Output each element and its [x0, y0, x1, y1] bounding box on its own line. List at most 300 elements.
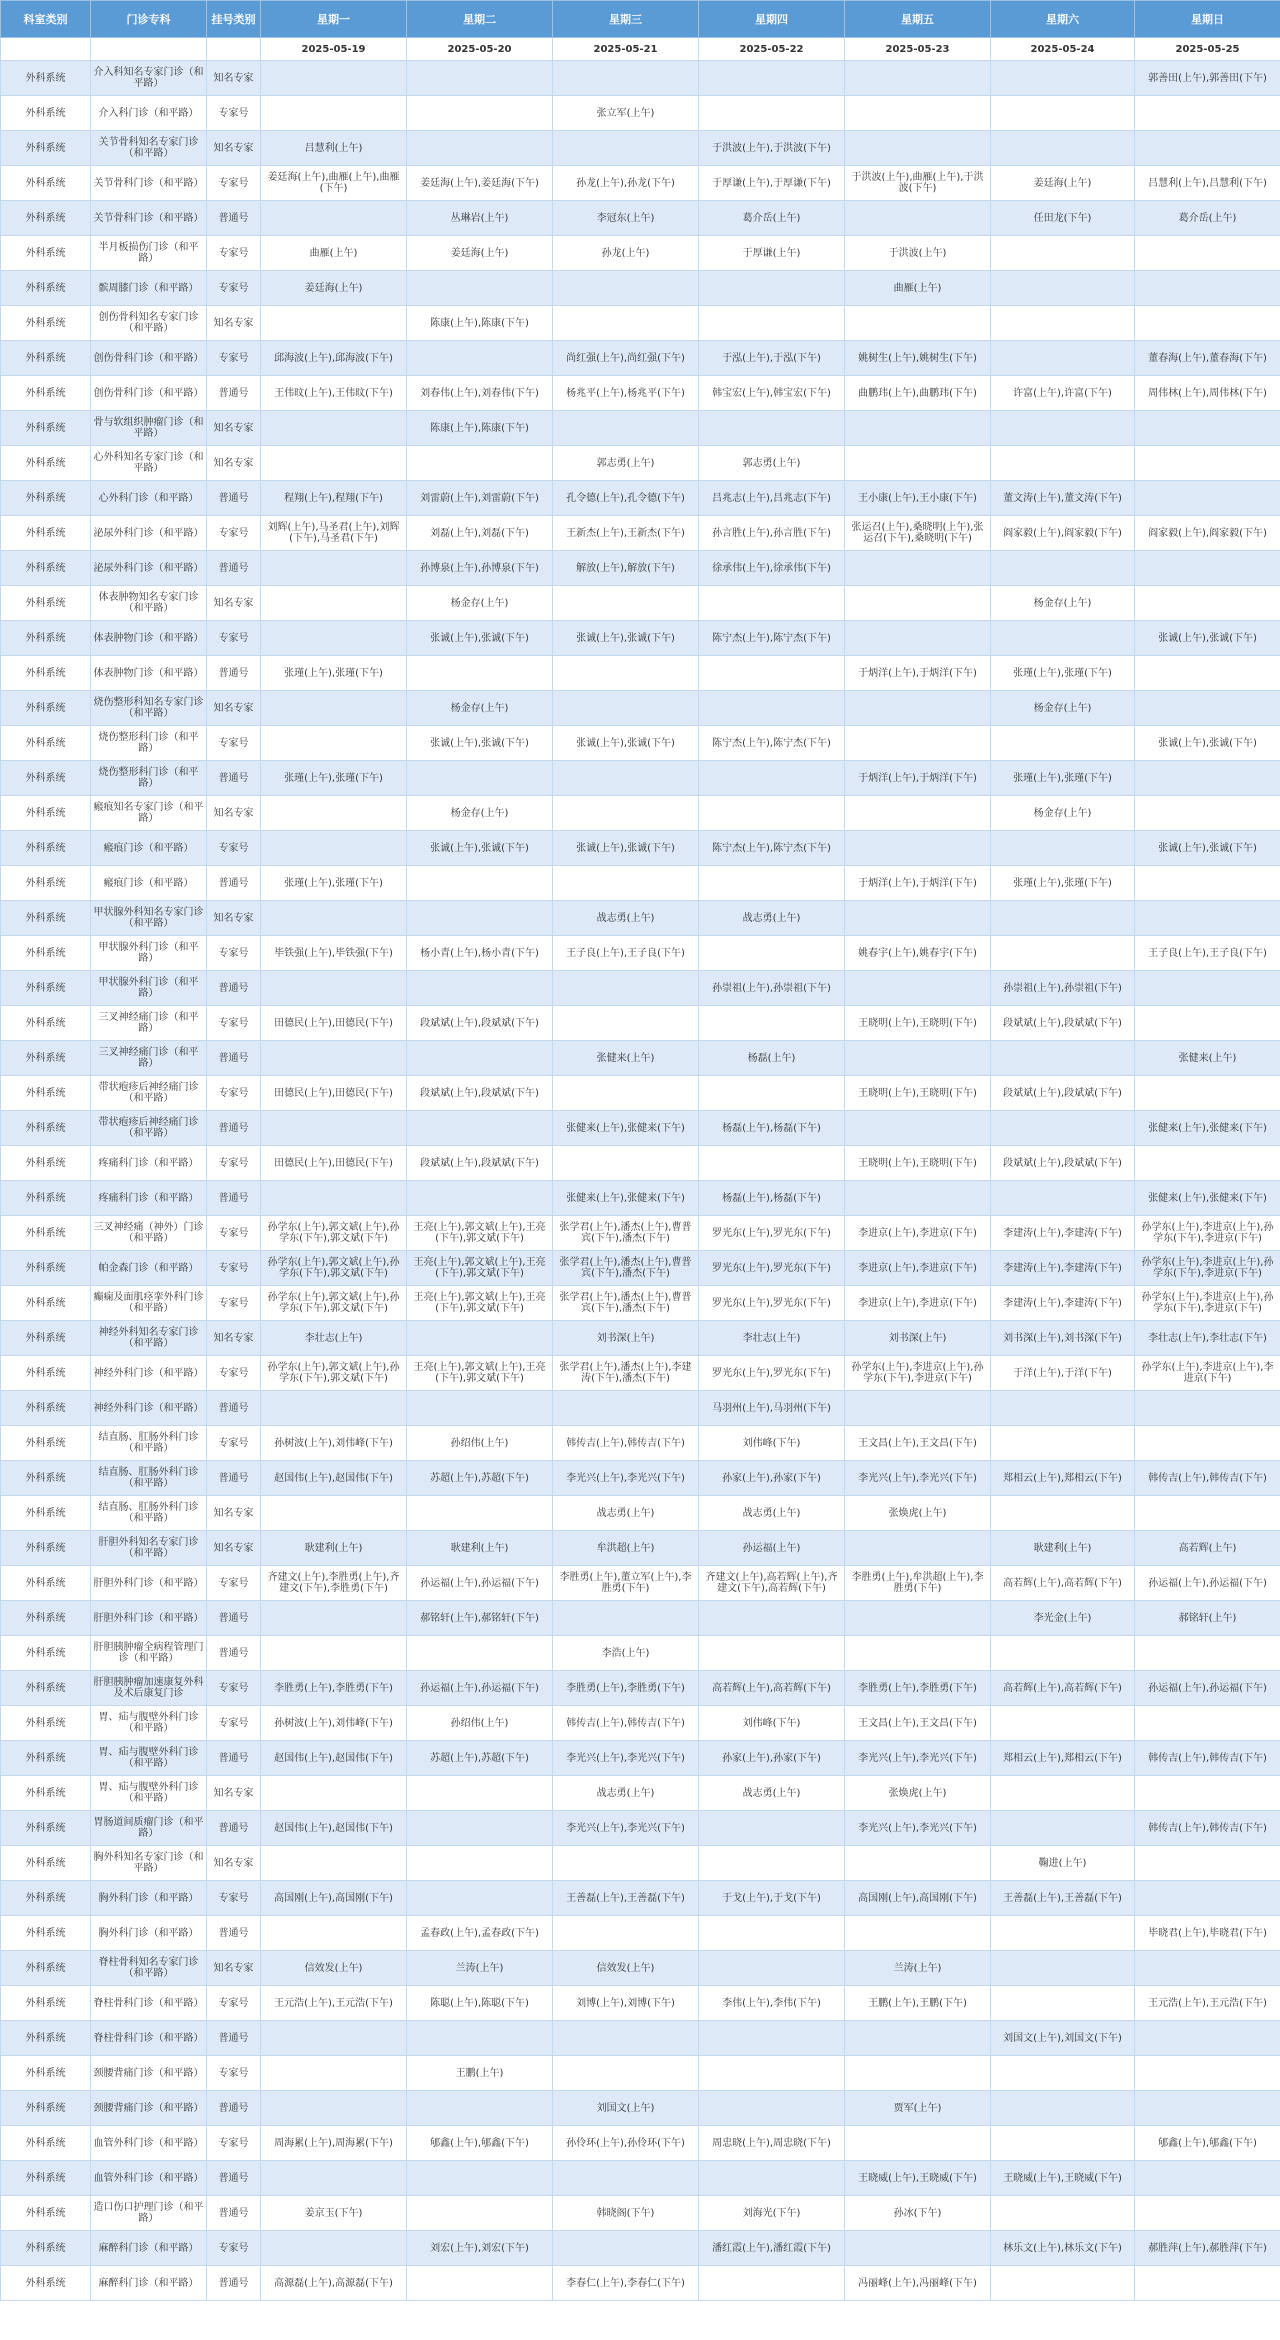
table-row — [1, 2161, 1280, 2196]
cell-friday: 于炳洋(上午),于炳洋(下午) — [845, 866, 991, 901]
cell-wednesday: 韩晓阁(下午) — [553, 2196, 699, 2231]
cell-sunday — [1135, 901, 1280, 936]
cell-department-category: 外科系统 — [1, 376, 91, 411]
cell-clinic-specialty: 瘢痕门诊（和平路） — [91, 866, 207, 901]
cell-thursday — [699, 2056, 845, 2091]
cell-department-category: 外科系统 — [1, 656, 91, 691]
cell-department-category: 外科系统 — [1, 1881, 91, 1916]
cell-monday — [261, 621, 407, 656]
cell-thursday: 李壮志(上午) — [699, 1321, 845, 1356]
cell-thursday — [699, 1076, 845, 1111]
cell-registration-type: 知名专家 — [207, 901, 261, 936]
cell-friday: 李胜勇(上午),牟洪超(上午),李胜勇(下午) — [845, 1566, 991, 1601]
table-row — [1, 621, 1280, 656]
cell-registration-type: 专家号 — [207, 271, 261, 306]
cell-saturday: 段斌斌(上午),段斌斌(下午) — [991, 1146, 1135, 1181]
cell-saturday — [991, 621, 1135, 656]
cell-sunday — [1135, 2161, 1280, 2196]
cell-sunday: 韩传吉(上午),韩传吉(下午) — [1135, 1741, 1280, 1776]
cell-friday — [845, 2126, 991, 2161]
cell-clinic-specialty: 造口伤口护理门诊（和平路） — [91, 2196, 207, 2231]
cell-wednesday: 孙龙(上午),孙龙(下午) — [553, 166, 699, 201]
cell-sunday: 葛介岳(上午) — [1135, 201, 1280, 236]
table-row — [1, 1251, 1280, 1286]
cell-sunday: 吕慧利(上午),吕慧利(下午) — [1135, 166, 1280, 201]
cell-wednesday — [553, 1006, 699, 1041]
cell-saturday: 张瑾(上午),张瑾(下午) — [991, 761, 1135, 796]
cell-saturday — [991, 1706, 1135, 1741]
cell-thursday: 高若辉(上午),高若辉(下午) — [699, 1671, 845, 1706]
cell-department-category: 外科系统 — [1, 1461, 91, 1496]
cell-saturday — [991, 1111, 1135, 1146]
cell-registration-type: 专家号 — [207, 1671, 261, 1706]
cell-department-category: 外科系统 — [1, 1006, 91, 1041]
cell-monday: 高源磊(上午),高源磊(下午) — [261, 2266, 407, 2301]
cell-friday — [845, 901, 991, 936]
cell-monday: 张瑾(上午),张瑾(下午) — [261, 656, 407, 691]
cell-clinic-specialty: 脊柱骨科门诊（和平路） — [91, 2021, 207, 2056]
cell-wednesday: 张学君(上午),潘杰(上午),李建涛(下午),潘杰(下午) — [553, 1356, 699, 1391]
cell-monday: 田德民(上午),田德民(下午) — [261, 1146, 407, 1181]
cell-saturday — [991, 551, 1135, 586]
cell-sunday: 孙学东(上午),李进京(上午),孙学东(下午),李进京(下午) — [1135, 1251, 1280, 1286]
cell-tuesday — [407, 971, 553, 1006]
cell-tuesday — [407, 1181, 553, 1216]
cell-sunday: 韩传吉(上午),韩传吉(下午) — [1135, 1461, 1280, 1496]
cell-thursday: 刘伟峰(下午) — [699, 1706, 845, 1741]
cell-sunday: 孙学东(上午),李进京(上午),李进京(下午) — [1135, 1356, 1280, 1391]
cell-thursday — [699, 1636, 845, 1671]
cell-wednesday — [553, 411, 699, 446]
cell-saturday — [991, 901, 1135, 936]
cell-wednesday: 张诚(上午),张诚(下午) — [553, 726, 699, 761]
cell-thursday — [699, 1006, 845, 1041]
cell-registration-type: 普通号 — [207, 2091, 261, 2126]
cell-thursday: 于戈(上午),于戈(下午) — [699, 1881, 845, 1916]
table-row — [1, 1356, 1280, 1391]
cell-saturday — [991, 61, 1135, 96]
cell-department-category: 外科系统 — [1, 236, 91, 271]
cell-thursday — [699, 1916, 845, 1951]
cell-department-category: 外科系统 — [1, 866, 91, 901]
cell-clinic-specialty: 带状疱疹后神经痛门诊（和平路） — [91, 1076, 207, 1111]
cell-department-category: 外科系统 — [1, 411, 91, 446]
table-row — [1, 1426, 1280, 1461]
cell-sunday: 张诚(上午),张诚(下午) — [1135, 831, 1280, 866]
cell-clinic-specialty: 血管外科门诊（和平路） — [91, 2126, 207, 2161]
cell-thursday — [699, 1601, 845, 1636]
cell-department-category: 外科系统 — [1, 96, 91, 131]
cell-registration-type: 专家号 — [207, 1286, 261, 1321]
cell-saturday — [991, 131, 1135, 166]
cell-sunday — [1135, 1636, 1280, 1671]
cell-tuesday: 杨金存(上午) — [407, 586, 553, 621]
cell-registration-type: 普通号 — [207, 2161, 261, 2196]
cell-wednesday — [553, 761, 699, 796]
cell-wednesday: 王新杰(上午),王新杰(下午) — [553, 516, 699, 551]
cell-friday: 李光兴(上午),李光兴(下午) — [845, 1461, 991, 1496]
cell-thursday — [699, 796, 845, 831]
cell-wednesday — [553, 131, 699, 166]
cell-registration-type: 普通号 — [207, 2266, 261, 2301]
cell-thursday: 孙家(上午),孙家(下午) — [699, 1741, 845, 1776]
cell-department-category: 外科系统 — [1, 1741, 91, 1776]
cell-friday — [845, 1846, 991, 1881]
cell-thursday — [699, 2021, 845, 2056]
cell-wednesday — [553, 1601, 699, 1636]
cell-sunday — [1135, 2091, 1280, 2126]
cell-clinic-specialty: 关节骨科门诊（和平路） — [91, 201, 207, 236]
cell-thursday: 葛介岳(上午) — [699, 201, 845, 236]
cell-registration-type: 知名专家 — [207, 61, 261, 96]
date-thursday: 2025-05-22 — [699, 38, 845, 61]
cell-tuesday: 段斌斌(上午),段斌斌(下午) — [407, 1076, 553, 1111]
cell-thursday: 孙言胜(上午),孙言胜(下午) — [699, 516, 845, 551]
table-row — [1, 1566, 1280, 1601]
date-wednesday: 2025-05-21 — [553, 38, 699, 61]
cell-tuesday: 陈聪(上午),陈聪(下午) — [407, 1986, 553, 2021]
cell-thursday: 杨磊(上午) — [699, 1041, 845, 1076]
cell-sunday: 郝胜萍(上午),郝胜萍(下午) — [1135, 2231, 1280, 2266]
cell-thursday — [699, 2091, 845, 2126]
cell-saturday: 李建涛(上午),李建涛(下午) — [991, 1286, 1135, 1321]
cell-sunday — [1135, 1496, 1280, 1531]
cell-sunday — [1135, 306, 1280, 341]
cell-sunday — [1135, 2196, 1280, 2231]
cell-monday: 赵国伟(上午),赵国伟(下午) — [261, 1461, 407, 1496]
cell-sunday: 周伟林(上午),周伟林(下午) — [1135, 376, 1280, 411]
cell-sunday: 孙学东(上午),李进京(上午),孙学东(下午),李进京(下午) — [1135, 1286, 1280, 1321]
cell-friday: 王小康(上午),王小康(下午) — [845, 481, 991, 516]
cell-registration-type: 普通号 — [207, 761, 261, 796]
cell-saturday: 张瑾(上午),张瑾(下午) — [991, 866, 1135, 901]
cell-tuesday — [407, 656, 553, 691]
cell-monday — [261, 2056, 407, 2091]
cell-sunday — [1135, 131, 1280, 166]
cell-friday — [845, 96, 991, 131]
cell-clinic-specialty: 关节骨科知名专家门诊（和平路） — [91, 131, 207, 166]
cell-monday: 田德民(上午),田德民(下午) — [261, 1006, 407, 1041]
cell-wednesday — [553, 61, 699, 96]
cell-registration-type: 专家号 — [207, 1076, 261, 1111]
cell-monday — [261, 2161, 407, 2196]
cell-department-category: 外科系统 — [1, 1531, 91, 1566]
cell-sunday: 张诚(上午),张诚(下午) — [1135, 621, 1280, 656]
cell-saturday: 孙崇祖(上午),孙崇祖(下午) — [991, 971, 1135, 1006]
cell-friday: 姚春宇(上午),姚春宇(下午) — [845, 936, 991, 971]
cell-friday — [845, 621, 991, 656]
table-row — [1, 516, 1280, 551]
cell-clinic-specialty: 脊柱骨科知名专家门诊（和平路） — [91, 1951, 207, 1986]
cell-clinic-specialty: 髌周膝门诊（和平路） — [91, 271, 207, 306]
cell-wednesday: 韩传吉(上午),韩传吉(下午) — [553, 1706, 699, 1741]
cell-registration-type: 普通号 — [207, 2021, 261, 2056]
cell-wednesday: 孔令德(上午),孔令德(下午) — [553, 481, 699, 516]
cell-friday — [845, 1391, 991, 1426]
cell-saturday: 段斌斌(上午),段斌斌(下午) — [991, 1076, 1135, 1111]
table-row — [1, 376, 1280, 411]
cell-tuesday — [407, 446, 553, 481]
cell-saturday — [991, 1951, 1135, 1986]
cell-wednesday — [553, 1146, 699, 1181]
cell-department-category: 外科系统 — [1, 306, 91, 341]
cell-wednesday: 王子良(上午),王子良(下午) — [553, 936, 699, 971]
cell-wednesday — [553, 586, 699, 621]
cell-monday: 刘辉(上午),马圣君(上午),刘辉(下午),马圣君(下午) — [261, 516, 407, 551]
cell-tuesday — [407, 1041, 553, 1076]
cell-friday: 孙冰(下午) — [845, 2196, 991, 2231]
cell-friday: 王文昌(上午),王文昌(下午) — [845, 1426, 991, 1461]
date-blank — [207, 38, 261, 61]
cell-friday — [845, 2231, 991, 2266]
cell-monday: 邱海波(上午),邱海波(下午) — [261, 341, 407, 376]
cell-friday: 李进京(上午),李进京(下午) — [845, 1286, 991, 1321]
cell-monday: 高国刚(上午),高国刚(下午) — [261, 1881, 407, 1916]
cell-registration-type: 普通号 — [207, 971, 261, 1006]
cell-registration-type: 知名专家 — [207, 1531, 261, 1566]
cell-registration-type: 专家号 — [207, 1986, 261, 2021]
cell-saturday — [991, 1391, 1135, 1426]
cell-department-category: 外科系统 — [1, 2091, 91, 2126]
cell-wednesday: 战志勇(上午) — [553, 1776, 699, 1811]
cell-thursday — [699, 1951, 845, 1986]
cell-tuesday — [407, 2266, 553, 2301]
cell-tuesday: 孟春政(上午),孟春政(下午) — [407, 1916, 553, 1951]
cell-department-category: 外科系统 — [1, 1076, 91, 1111]
cell-monday: 王伟旼(上午),王伟旼(下午) — [261, 376, 407, 411]
cell-thursday: 潘红霞(上午),潘红霞(下午) — [699, 2231, 845, 2266]
cell-department-category: 外科系统 — [1, 1216, 91, 1251]
cell-friday: 李进京(上午),李进京(下午) — [845, 1216, 991, 1251]
cell-sunday — [1135, 1426, 1280, 1461]
cell-wednesday — [553, 971, 699, 1006]
cell-wednesday: 杨兆平(上午),杨兆平(下午) — [553, 376, 699, 411]
cell-sunday — [1135, 96, 1280, 131]
cell-wednesday — [553, 2231, 699, 2266]
table-row — [1, 306, 1280, 341]
cell-wednesday: 刘书深(上午) — [553, 1321, 699, 1356]
cell-friday: 李进京(上午),李进京(下午) — [845, 1251, 991, 1286]
cell-tuesday: 王亮(上午),郭文斌(上午),王亮(下午),郭文斌(下午) — [407, 1356, 553, 1391]
cell-registration-type: 专家号 — [207, 1251, 261, 1286]
cell-sunday: 韩传吉(上午),韩传吉(下午) — [1135, 1811, 1280, 1846]
cell-thursday: 韩宝宏(上午),韩宝宏(下午) — [699, 376, 845, 411]
cell-registration-type: 知名专家 — [207, 691, 261, 726]
cell-registration-type: 知名专家 — [207, 1496, 261, 1531]
cell-wednesday: 张健来(上午),张健来(下午) — [553, 1181, 699, 1216]
schedule-body — [1, 38, 1280, 2301]
cell-registration-type: 专家号 — [207, 96, 261, 131]
cell-friday: 张焕虎(上午) — [845, 1496, 991, 1531]
cell-friday: 李光兴(上午),李光兴(下午) — [845, 1741, 991, 1776]
cell-registration-type: 普通号 — [207, 1601, 261, 1636]
table-row — [1, 2126, 1280, 2161]
cell-clinic-specialty: 烧伤整形科门诊（和平路） — [91, 761, 207, 796]
cell-department-category: 外科系统 — [1, 2266, 91, 2301]
cell-monday — [261, 586, 407, 621]
cell-sunday — [1135, 1076, 1280, 1111]
cell-saturday — [991, 271, 1135, 306]
cell-tuesday: 丛琳岩(上午) — [407, 201, 553, 236]
cell-tuesday — [407, 131, 553, 166]
cell-registration-type: 专家号 — [207, 341, 261, 376]
table-row — [1, 411, 1280, 446]
cell-saturday — [991, 1776, 1135, 1811]
cell-wednesday — [553, 306, 699, 341]
cell-monday — [261, 1111, 407, 1146]
cell-clinic-specialty: 神经外科门诊（和平路） — [91, 1356, 207, 1391]
cell-saturday: 董文涛(上午),董文涛(下午) — [991, 481, 1135, 516]
cell-wednesday: 李光兴(上午),李光兴(下午) — [553, 1811, 699, 1846]
table-row — [1, 1006, 1280, 1041]
cell-sunday — [1135, 551, 1280, 586]
cell-sunday — [1135, 1951, 1280, 1986]
cell-tuesday: 苏超(上午),苏超(下午) — [407, 1461, 553, 1496]
table-row — [1, 831, 1280, 866]
table-row — [1, 1286, 1280, 1321]
cell-sunday — [1135, 866, 1280, 901]
table-row — [1, 61, 1280, 96]
cell-friday: 于炳洋(上午),于炳洋(下午) — [845, 761, 991, 796]
cell-wednesday: 张学君(上午),潘杰(上午),曹普宾(下午),潘杰(下午) — [553, 1251, 699, 1286]
cell-thursday — [699, 936, 845, 971]
cell-tuesday — [407, 901, 553, 936]
cell-wednesday: 张诚(上午),张诚(下午) — [553, 831, 699, 866]
cell-department-category: 外科系统 — [1, 2021, 91, 2056]
cell-registration-type: 专家号 — [207, 1706, 261, 1741]
cell-wednesday: 刘国文(上午) — [553, 2091, 699, 2126]
cell-clinic-specialty: 胃、疝与腹壁外科门诊（和平路） — [91, 1741, 207, 1776]
cell-sunday — [1135, 761, 1280, 796]
cell-tuesday: 杨金存(上午) — [407, 691, 553, 726]
header-saturday: 星期六 — [991, 1, 1135, 38]
cell-wednesday — [553, 1391, 699, 1426]
cell-registration-type: 知名专家 — [207, 1846, 261, 1881]
cell-friday — [845, 691, 991, 726]
cell-thursday — [699, 61, 845, 96]
cell-saturday — [991, 96, 1135, 131]
cell-friday: 于洪波(上午) — [845, 236, 991, 271]
cell-monday: 曲雁(上午) — [261, 236, 407, 271]
cell-tuesday: 王鹏(上午) — [407, 2056, 553, 2091]
cell-registration-type: 普通号 — [207, 1461, 261, 1496]
cell-clinic-specialty: 血管外科门诊（和平路） — [91, 2161, 207, 2196]
cell-clinic-specialty: 肝胆胰肿瘤全病程管理门诊（和平路） — [91, 1636, 207, 1671]
cell-department-category: 外科系统 — [1, 936, 91, 971]
cell-wednesday: 尚红强(上午),尚红强(下午) — [553, 341, 699, 376]
cell-saturday — [991, 341, 1135, 376]
header-clinic-specialty: 门诊专科 — [91, 1, 207, 38]
cell-friday — [845, 1601, 991, 1636]
cell-sunday — [1135, 1706, 1280, 1741]
cell-sunday: 董春海(上午),董春海(下午) — [1135, 341, 1280, 376]
cell-department-category: 外科系统 — [1, 1706, 91, 1741]
cell-clinic-specialty: 颈腰背痛门诊（和平路） — [91, 2091, 207, 2126]
cell-clinic-specialty: 介入科门诊（和平路） — [91, 96, 207, 131]
cell-registration-type: 普通号 — [207, 1636, 261, 1671]
date-tuesday: 2025-05-20 — [407, 38, 553, 61]
cell-registration-type: 专家号 — [207, 726, 261, 761]
cell-saturday: 林乐文(上午),林乐文(下午) — [991, 2231, 1135, 2266]
cell-clinic-specialty: 烧伤整形科门诊（和平路） — [91, 726, 207, 761]
cell-clinic-specialty: 疼痛科门诊（和平路） — [91, 1181, 207, 1216]
cell-wednesday: 李胜勇(上午),董立军(上午),李胜勇(下午) — [553, 1566, 699, 1601]
cell-tuesday: 刘雷蔚(上午),刘雷蔚(下午) — [407, 481, 553, 516]
cell-monday — [261, 796, 407, 831]
cell-registration-type: 普通号 — [207, 656, 261, 691]
cell-department-category: 外科系统 — [1, 446, 91, 481]
header-wednesday: 星期三 — [553, 1, 699, 38]
cell-thursday: 刘伟峰(下午) — [699, 1426, 845, 1461]
table-row — [1, 2266, 1280, 2301]
table-row — [1, 1321, 1280, 1356]
cell-wednesday: 李光兴(上午),李光兴(下午) — [553, 1461, 699, 1496]
cell-thursday — [699, 271, 845, 306]
cell-saturday — [991, 236, 1135, 271]
table-row — [1, 2021, 1280, 2056]
cell-friday — [845, 446, 991, 481]
cell-wednesday — [553, 2161, 699, 2196]
cell-clinic-specialty: 肝胆胰肿瘤加速康复外科及术后康复门诊 — [91, 1671, 207, 1706]
cell-department-category: 外科系统 — [1, 796, 91, 831]
cell-sunday — [1135, 446, 1280, 481]
cell-saturday — [991, 1426, 1135, 1461]
cell-registration-type: 专家号 — [207, 516, 261, 551]
table-row — [1, 96, 1280, 131]
cell-clinic-specialty: 甲状腺外科门诊（和平路） — [91, 936, 207, 971]
cell-friday: 刘书深(上午) — [845, 1321, 991, 1356]
cell-wednesday: 李浩(上午) — [553, 1636, 699, 1671]
cell-saturday — [991, 1986, 1135, 2021]
cell-monday — [261, 1846, 407, 1881]
cell-thursday: 战志勇(上午) — [699, 901, 845, 936]
cell-clinic-specialty: 肝胆外科知名专家门诊（和平路） — [91, 1531, 207, 1566]
table-row — [1, 1461, 1280, 1496]
cell-sunday: 郝铭轩(上午) — [1135, 1601, 1280, 1636]
cell-saturday — [991, 2196, 1135, 2231]
cell-tuesday: 刘春伟(上午),刘春伟(下午) — [407, 376, 553, 411]
table-row — [1, 866, 1280, 901]
cell-saturday: 王晓威(上午),王晓威(下午) — [991, 2161, 1135, 2196]
cell-monday: 齐建文(上午),李胜勇(上午),齐建文(下午),李胜勇(下午) — [261, 1566, 407, 1601]
cell-friday — [845, 61, 991, 96]
cell-saturday: 刘国文(上午),刘国文(下午) — [991, 2021, 1135, 2056]
cell-wednesday: 张学君(上午),潘杰(上午),曹普宾(下午),潘杰(下午) — [553, 1286, 699, 1321]
cell-tuesday — [407, 1321, 553, 1356]
cell-registration-type: 普通号 — [207, 551, 261, 586]
cell-department-category: 外科系统 — [1, 1391, 91, 1426]
date-friday: 2025-05-23 — [845, 38, 991, 61]
cell-department-category: 外科系统 — [1, 341, 91, 376]
cell-wednesday: 信效发(上午) — [553, 1951, 699, 1986]
cell-monday — [261, 411, 407, 446]
cell-registration-type: 普通号 — [207, 1041, 261, 1076]
cell-registration-type: 专家号 — [207, 2126, 261, 2161]
table-row — [1, 1741, 1280, 1776]
cell-sunday: 李壮志(上午),李壮志(下午) — [1135, 1321, 1280, 1356]
cell-wednesday: 孙伶环(上午),孙伶环(下午) — [553, 2126, 699, 2161]
table-row — [1, 971, 1280, 1006]
cell-department-category: 外科系统 — [1, 1041, 91, 1076]
table-row — [1, 1111, 1280, 1146]
cell-tuesday: 王亮(上午),郭文斌(上午),王亮(下午),郭文斌(下午) — [407, 1216, 553, 1251]
cell-tuesday — [407, 2161, 553, 2196]
table-row — [1, 2196, 1280, 2231]
cell-saturday: 姜廷海(上午) — [991, 166, 1135, 201]
cell-tuesday — [407, 1811, 553, 1846]
cell-friday: 王晓明(上午),王晓明(下午) — [845, 1006, 991, 1041]
cell-saturday — [991, 2056, 1135, 2091]
